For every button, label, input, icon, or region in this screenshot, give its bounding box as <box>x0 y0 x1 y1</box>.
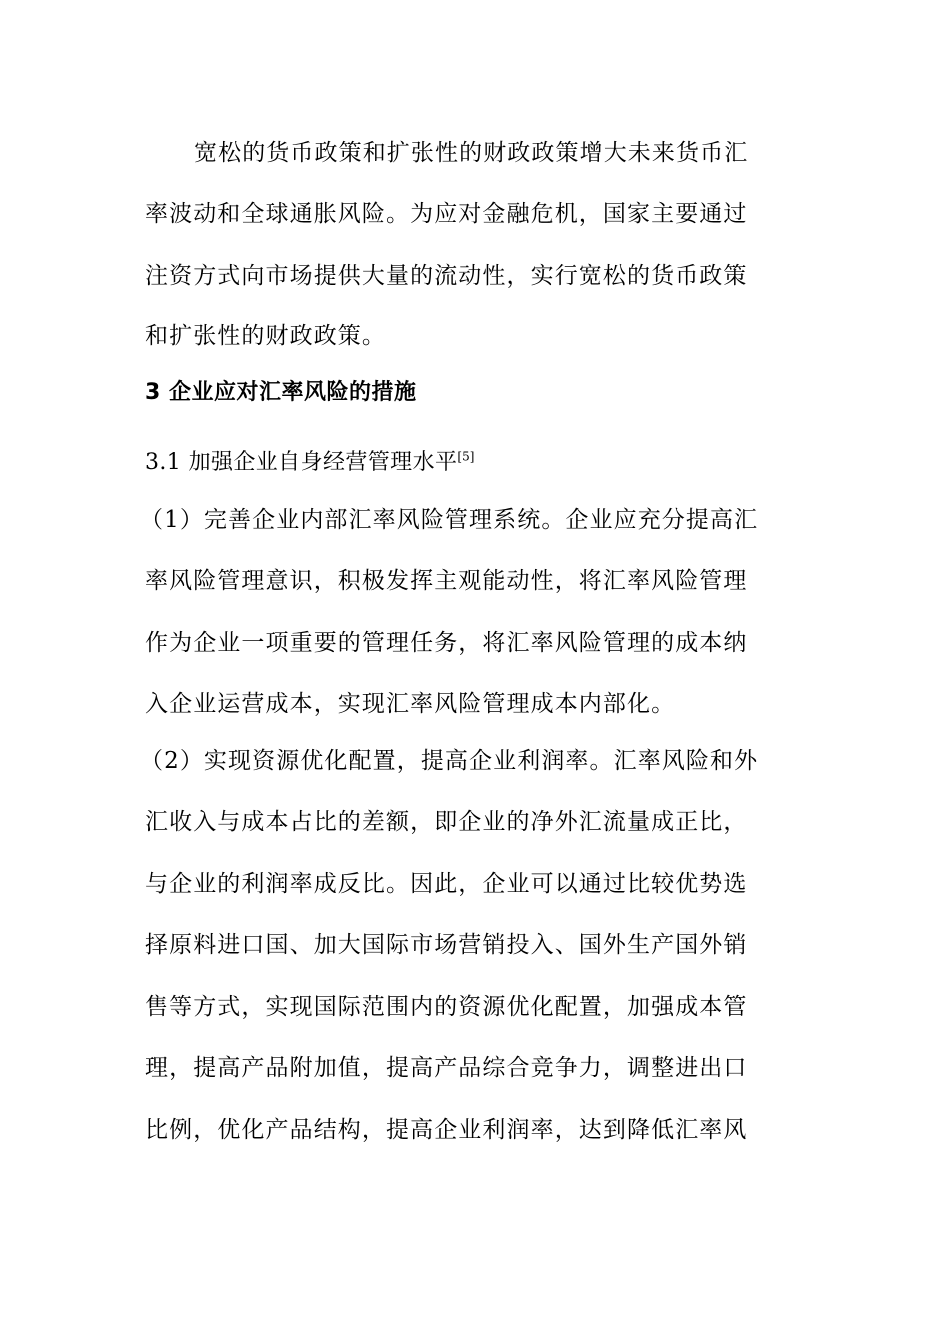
item-line: 汇收入与成本占比的差额，即企业的净外汇流量成正比， <box>145 809 748 835</box>
paragraph-line: 率波动和全球通胀风险。为应对金融危机，国家主要通过 <box>145 201 748 227</box>
item-line: 作为企业一项重要的管理任务，将汇率风险管理的成本纳 <box>145 630 748 656</box>
item-line: 理，提高产品附加值，提高产品综合竞争力，调整进出口 <box>145 1055 748 1081</box>
item-line: （1）完善企业内部汇率风险管理系统。企业应充分提高汇 <box>140 507 759 533</box>
item-line: 择原料进口国、加大国际市场营销投入、国外生产国外销 <box>145 932 748 958</box>
paragraph-line: 宽松的货币政策和扩张性的财政政策增大未来货币汇 <box>194 140 749 166</box>
item-line: 入企业运营成本，实现汇率风险管理成本内部化。 <box>145 691 676 717</box>
subsection-heading <box>145 448 825 478</box>
item-line: 率风险管理意识，积极发挥主观能动性，将汇率风险管理 <box>145 568 748 594</box>
item-line: （2）实现资源优化配置，提高企业利润率。汇率风险和外 <box>140 748 759 774</box>
paragraph-line: 和扩张性的财政政策。 <box>145 323 386 349</box>
item-line: 比例，优化产品结构，提高企业利润率，达到降低汇率风 <box>145 1117 748 1143</box>
section-heading: 3 企业应对汇率风险的措施 <box>145 380 417 405</box>
item-line: 与企业的利润率成反比。因此，企业可以通过比较优势选 <box>145 871 748 897</box>
citation-link[interactable]: [5] <box>457 449 475 464</box>
subsection-heading-text: 3.1 加强企业自身经营管理水平 <box>145 450 458 475</box>
item-line: 售等方式，实现国际范围内的资源优化配置，加强成本管 <box>145 994 748 1020</box>
paragraph-line: 注资方式向市场提供大量的流动性，实行宽松的货币政策 <box>145 263 748 289</box>
